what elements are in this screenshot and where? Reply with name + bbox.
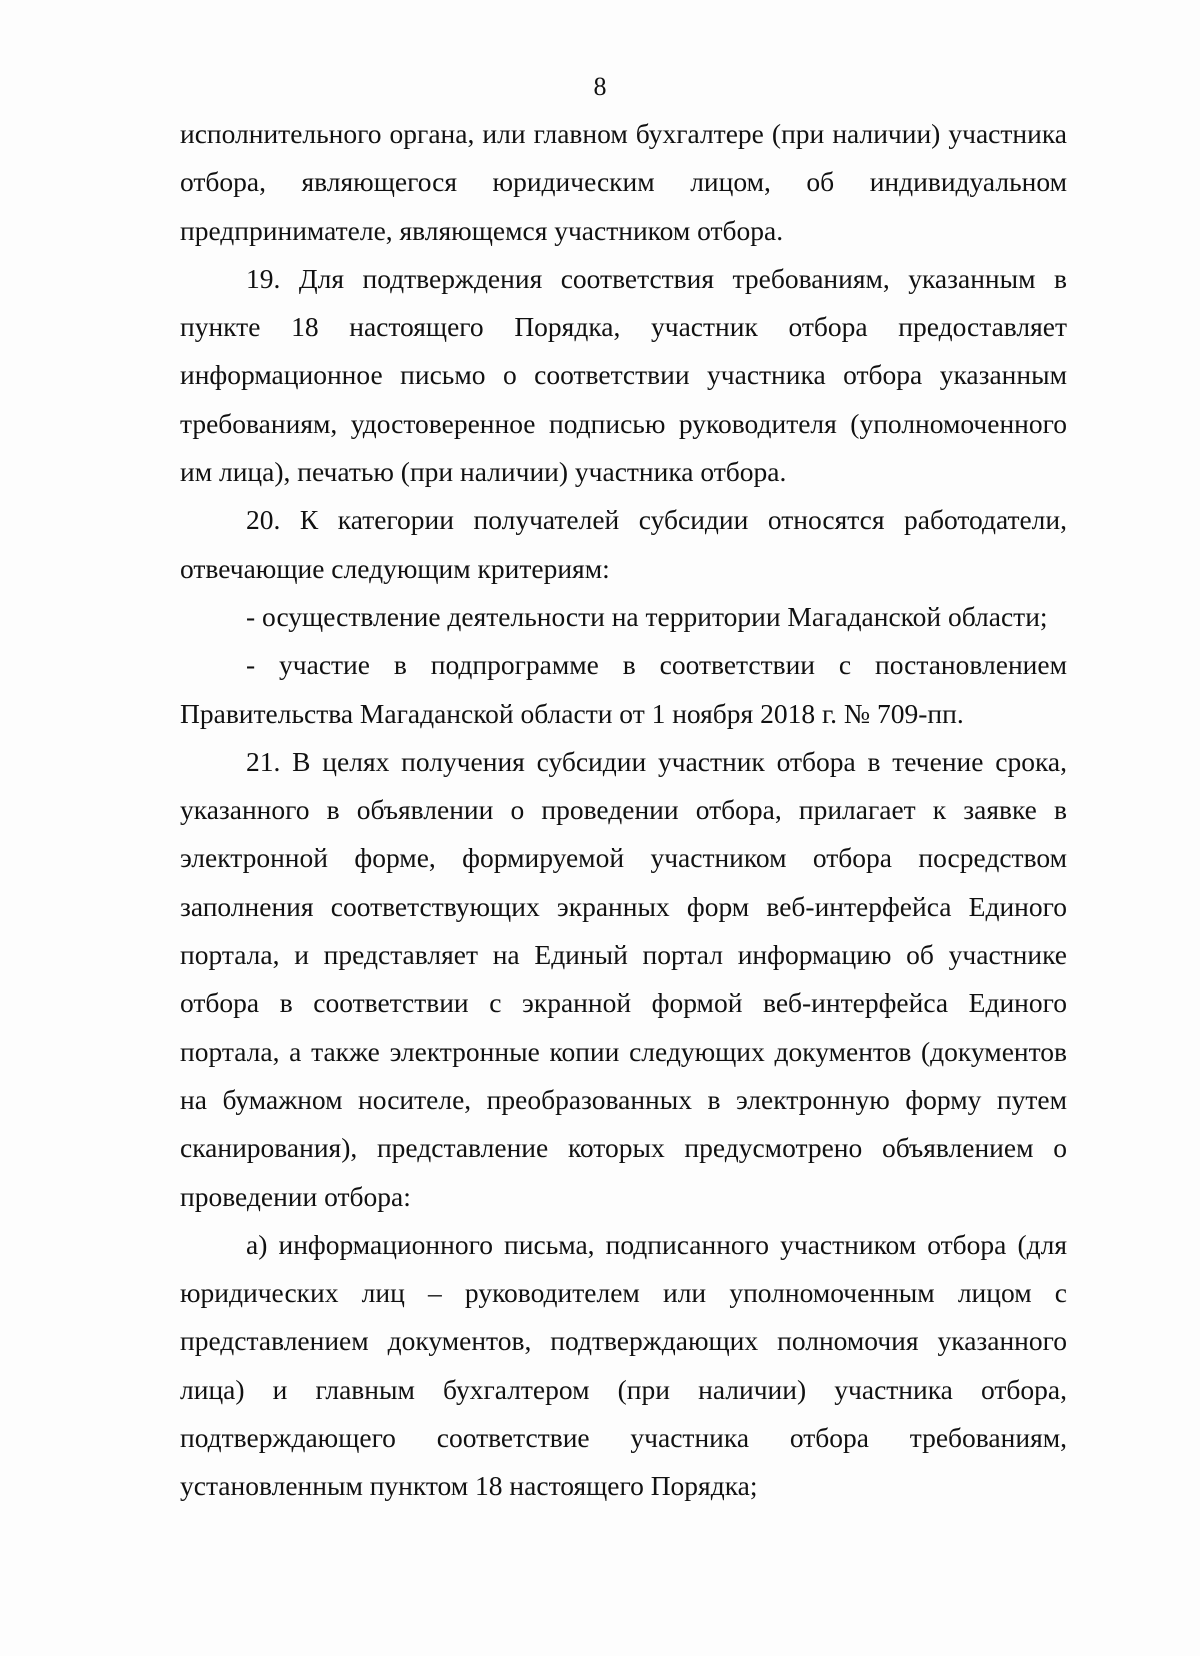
paragraph-item-21: 21. В целях получения субсидии участник отбора в течение срока, указанного в объявлении о проведении отбора, прилагает к заявке в электронной форме, формируемой участником отбора посредством заполнения соответствующих экранных форм веб-интерфейса Единого портала, и представляет на Единый портал информацию об участнике отбора в соответствии с экранной формой веб-интерфейса Единого портала, а также электронные копии следующих документов (документов на бумажном носителе, преобразованных в электронную форму путем сканирования), представление которых предусмотрено объявлением о проведении отбора: (180, 745, 1067, 1212)
paragraph-criterion-territory: - осуществление деятельности на территории Магаданской области; (246, 600, 1048, 632)
paragraph-subitem-a: а) информационного письма, подписанного участником отбора (для юридических лиц – руководителем или уполномоченным лицом с представлением документов, подтверждающих полномочия указанного лица) и главным бухгалтером (при наличии) участника отбора, подтверждающего соответствие участника отбора требованиям, установленным пунктом 18 настоящего Порядка; (180, 1228, 1067, 1502)
document-body (180, 110, 1067, 1511)
paragraph-criterion-subprogram: - участие в подпрограмме в соответствии с постановлением Правительства Магаданской области от 1 ноября 2018 г. № 709-пп. (180, 649, 1067, 729)
paragraph-item-19: 19. Для подтверждения соответствия требованиям, указанным в пункте 18 настоящего Порядка, участник отбора предоставляет информационное письмо о соответствии участника отбора указанным требованиям, удостоверенное подписью руководителя (уполномоченного им лица), печатью (при наличии) участника отбора. (180, 262, 1067, 488)
paragraph-item-20: 20. К категории получателей субсидии относятся работодатели, отвечающие следующим критериям: (180, 504, 1067, 584)
paragraph-continuation: исполнительного органа, или главном бухгалтере (при наличии) участника отбора, являющегося юридическим лицом, об индивидуальном предпринимателе, являющемся участником отбора. (180, 118, 1067, 246)
page-number: 8 (593, 72, 607, 101)
